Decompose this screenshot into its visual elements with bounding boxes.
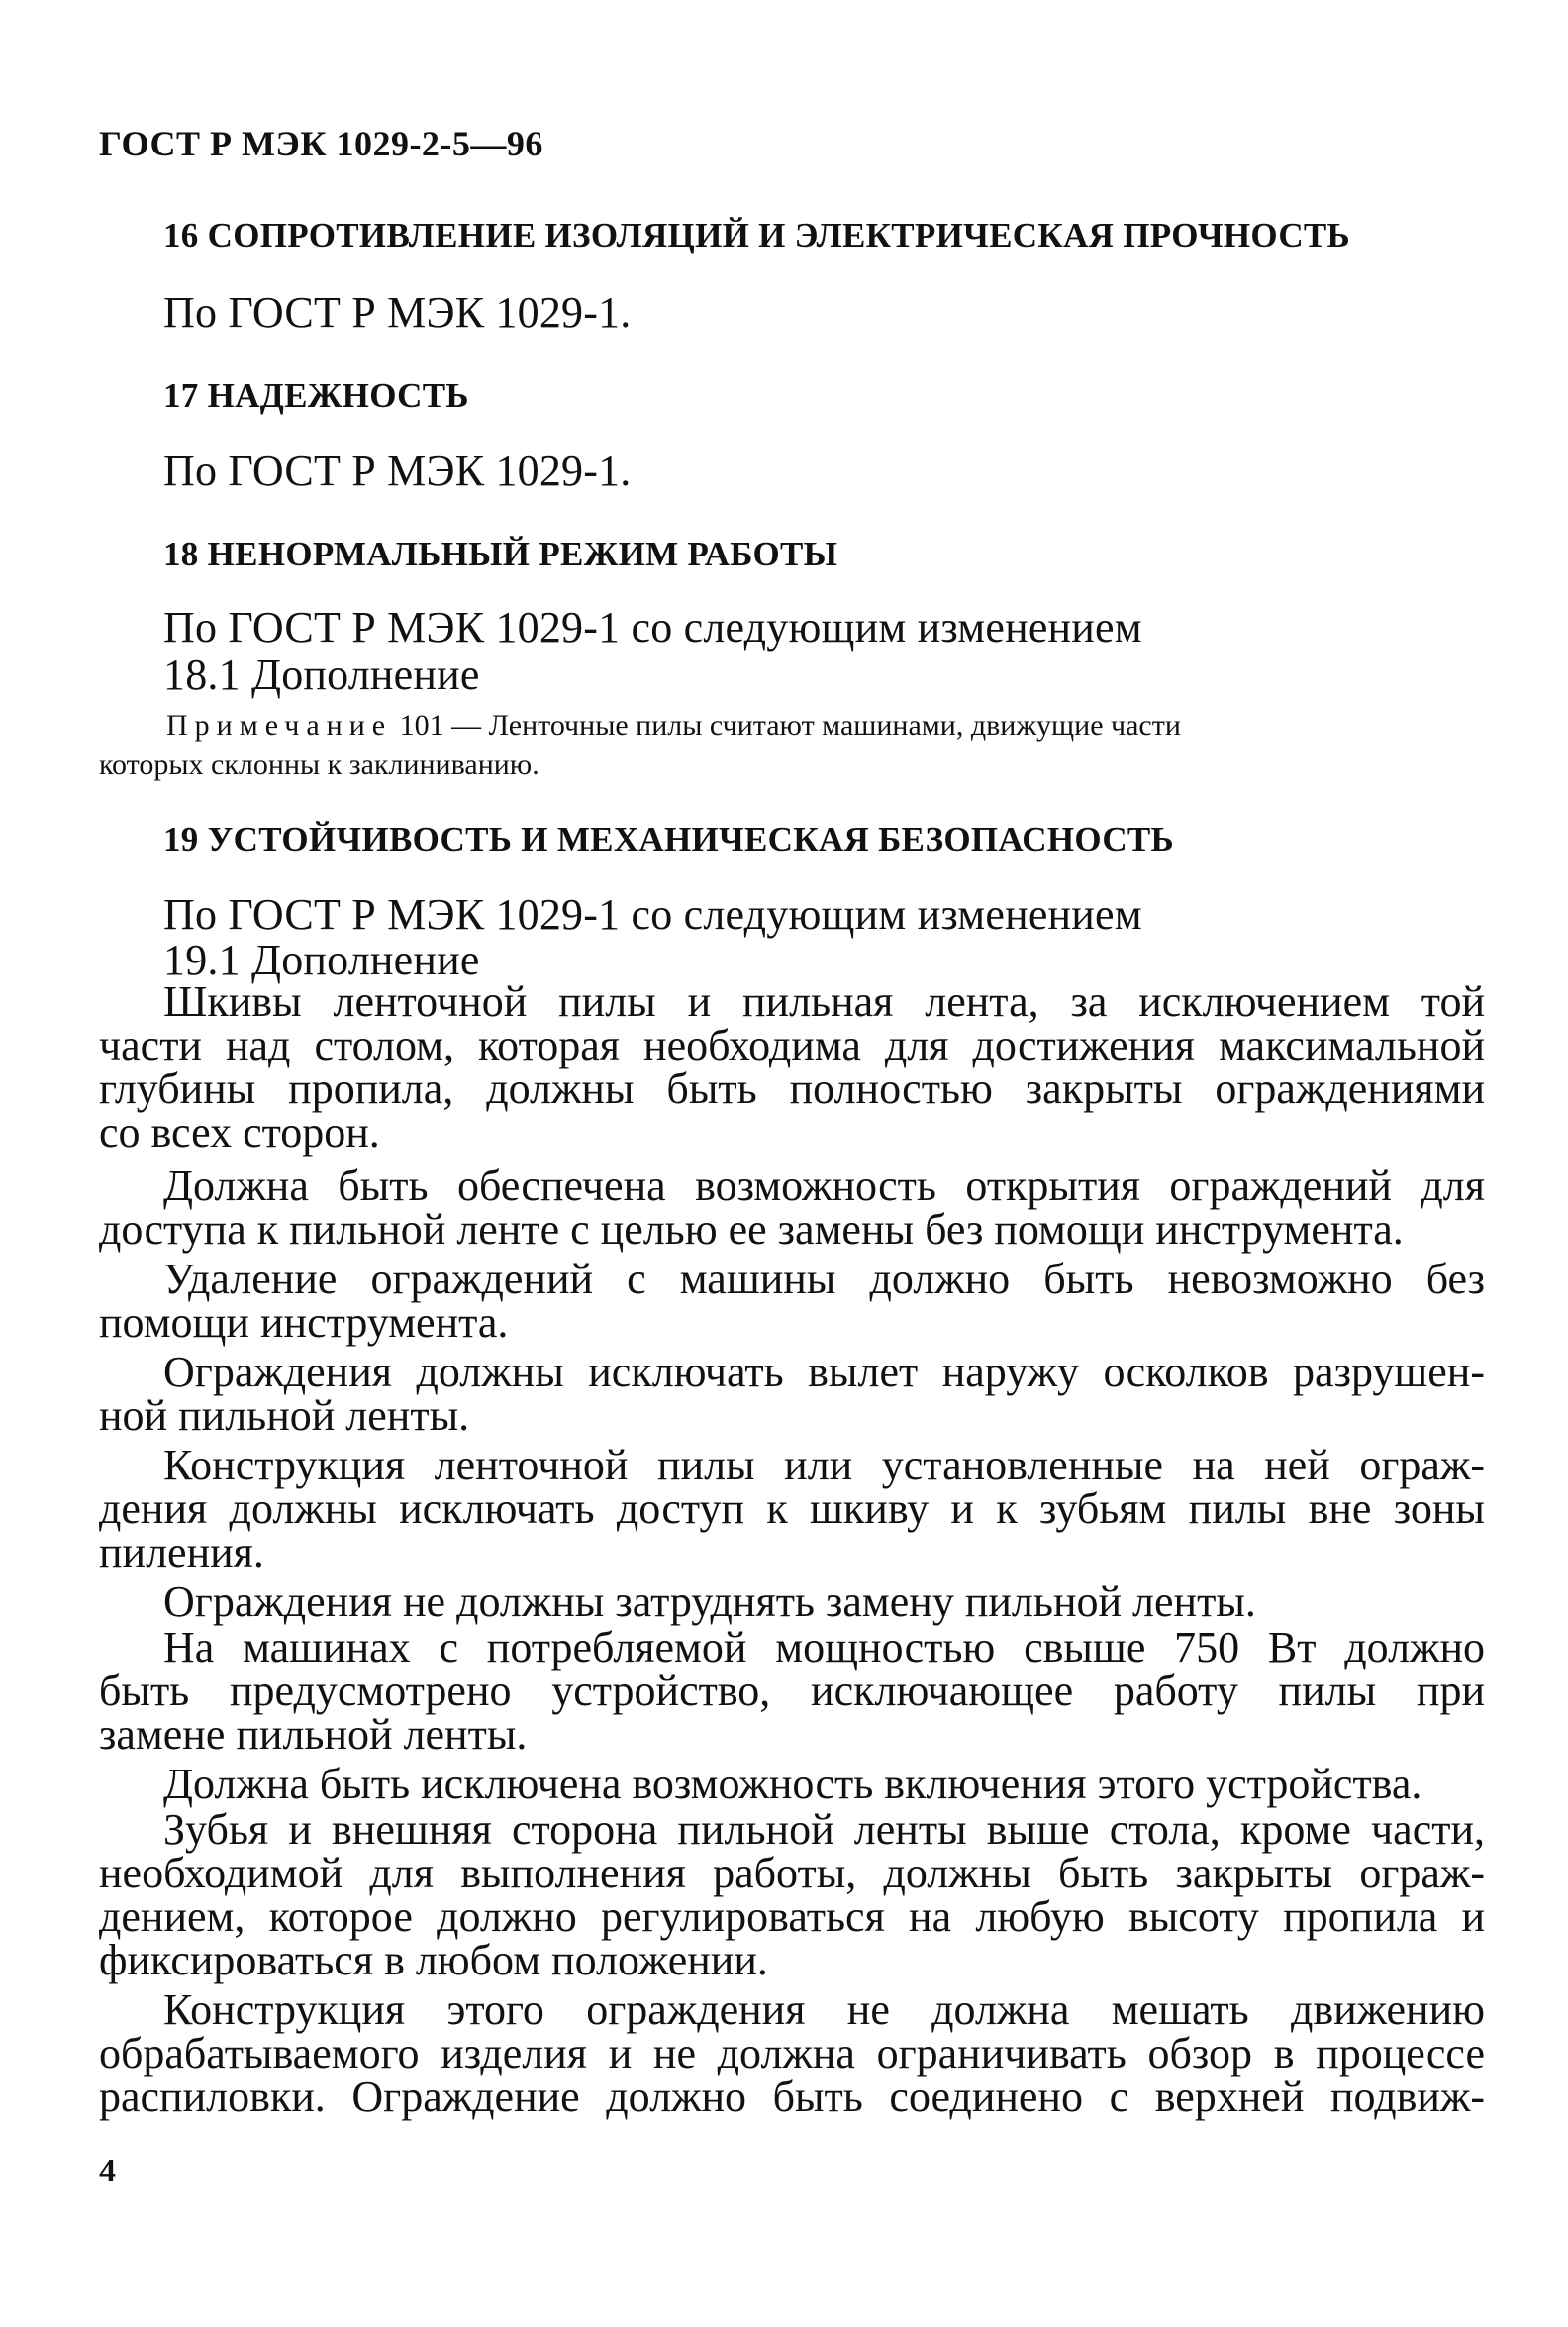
paragraph [99,1255,1485,1347]
paragraph [99,1577,1485,1626]
section-17-text: По ГОСТ Р МЭК 1029-1. [163,447,632,495]
page-number: 4 [99,2153,116,2189]
section-17-heading: 17 НАДЕЖНОСТЬ [163,376,469,415]
paragraph-line: Конструкция этого ограждения не должна мешать движению [163,1985,1485,2034]
section-19-heading: 19 УСТОЙЧИВОСТЬ И МЕХАНИЧЕСКАЯ БЕЗОПАСНОСТЬ [163,820,1174,859]
section-18-heading: 18 НЕНОРМАЛЬНЫЙ РЕЖИМ РАБОТЫ [163,535,838,573]
paragraph-line: быть предусмотрено устройство, исключающее работу пилы при [99,1667,1485,1715]
paragraph-line: дением, которое должно регулироваться на любую высоту пропила и [99,1892,1485,1941]
section-16-text: По ГОСТ Р МЭК 1029-1. [163,288,632,337]
paragraph-line: Ограждения не должны затруднять замену пильной ленты. [163,1577,1256,1626]
note-text-1: 101 — Ленточные пилы считают машинами, движущие части [392,709,1181,742]
paragraph [99,1760,1485,1808]
paragraph-line: Должна быть исключена возможность включения этого устройства. [163,1760,1422,1808]
paragraph [99,1805,1485,1984]
paragraph-line: ной пильной ленты. [99,1391,470,1440]
section-16-heading: 16 СОПРОТИВЛЕНИЕ ИЗОЛЯЦИЙ И ЭЛЕКТРИЧЕСКАЯ ПРОЧНОСТЬ [163,216,1350,254]
note-line-1 [166,709,1181,743]
paragraph-line: глубины пропила, должны быть полностью закрыты ограждениями [99,1064,1485,1113]
paragraph [99,977,1485,1157]
note-line-2: которых склонны к заклиниванию. [99,749,539,781]
paragraph-line: Удаление ограждений с машины должно быть невозможно без [163,1255,1485,1303]
paragraph-line: дения должны исключать доступ к шкиву и к зубьям пилы вне зоны [99,1484,1485,1533]
paragraph [99,1441,1485,1576]
paragraph-line: фиксироваться в любом положении. [99,1936,768,1984]
paragraph-line: Шкивы ленточной пилы и пильная лента, за исключением той [163,977,1485,1026]
paragraph-line: распиловки. Ограждение должно быть соединено с верхней подвиж- [99,2073,1485,2121]
paragraph-line: На машинах с потребляемой мощностью свыше 750 Вт должно [163,1623,1485,1671]
paragraph-line: необходимой для выполнения работы, должны быть закрыты ограж- [99,1849,1485,1897]
paragraph-line: Зубья и внешняя сторона пильной ленты выше стола, кроме части, [163,1805,1485,1854]
paragraph [99,1623,1485,1759]
paragraph [99,1348,1485,1440]
document-header: ГОСТ Р МЭК 1029-2-5—96 [99,124,543,163]
paragraph-line: части над столом, которая необходима для достижения максимальной [99,1021,1485,1069]
paragraph-line: Конструкция ленточной пилы или установленные на ней ограж- [163,1441,1485,1489]
section-19-subsection: 19.1 Дополнение [163,936,480,984]
paragraph-line: Должна быть обеспечена возможность открытия ограждений для [163,1162,1485,1210]
paragraph-line: Ограждения должны исключать вылет наружу осколков разрушен- [163,1348,1485,1396]
paragraph-line: со всех сторон. [99,1108,380,1157]
paragraph-line: пиления. [99,1528,264,1576]
section-19-text: По ГОСТ Р МЭК 1029-1 со следующим изменением [163,890,1142,939]
section-18-subsection: 18.1 Дополнение [163,651,480,699]
note-label: Примечание [166,709,393,742]
paragraph-line: доступа к пильной ленте с целью ее замены без помощи инструмента. [99,1205,1404,1254]
paragraph-line: замене пильной ленты. [99,1710,528,1759]
paragraph-line: помощи инструмента. [99,1298,509,1347]
paragraph-line: обрабатываемого изделия и не должна ограничивать обзор в процессе [99,2029,1485,2077]
paragraph [99,1985,1485,2121]
paragraph [99,1164,1485,1252]
section-18-text: По ГОСТ Р МЭК 1029-1 со следующим изменением [163,603,1142,652]
